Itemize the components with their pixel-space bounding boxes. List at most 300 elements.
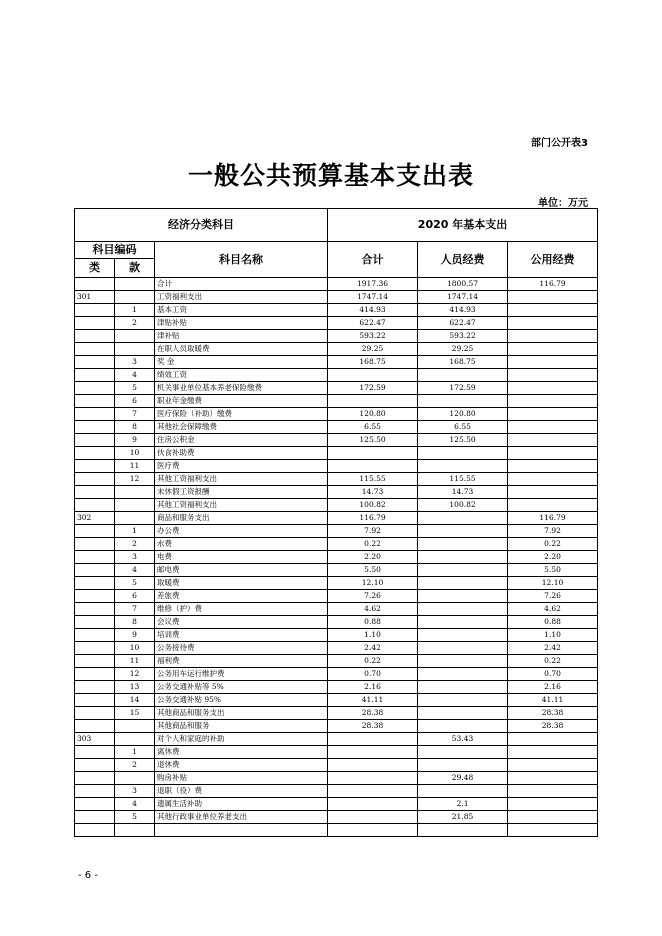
cell-public (508, 434, 598, 447)
table-row (75, 356, 598, 369)
cell-total: 1917.36 (328, 278, 418, 291)
cell-public (508, 460, 598, 473)
cell-public (508, 330, 598, 343)
cell-public (508, 304, 598, 317)
cell-name: 未休假工资报酬 (155, 486, 328, 499)
table-row (75, 603, 598, 616)
cell-total (328, 369, 418, 382)
cell-total: 29.25 (328, 343, 418, 356)
cell-lei (75, 616, 115, 629)
cell-public (508, 733, 598, 746)
cell-public (508, 746, 598, 759)
cell-lei (75, 785, 115, 798)
cell-personnel: 2.1 (418, 798, 508, 811)
cell-total: 14.73 (328, 486, 418, 499)
cell-name: 水费 (155, 538, 328, 551)
cell-lei (75, 421, 115, 434)
cell-kuan: 14 (115, 694, 155, 707)
header-code: 科目编码 (75, 242, 155, 259)
cell-kuan: 1 (115, 525, 155, 538)
table-row (75, 655, 598, 668)
cell-lei (75, 577, 115, 590)
table-row (75, 525, 598, 538)
cell-lei (75, 304, 115, 317)
table-row (75, 512, 598, 525)
cell-public: 0.70 (508, 668, 598, 681)
cell-personnel: 53.43 (418, 733, 508, 746)
cell-lei (75, 538, 115, 551)
cell-personnel (418, 551, 508, 564)
cell-name: 其他社会保障缴费 (155, 421, 328, 434)
cell-public (508, 785, 598, 798)
cell-public: 41.11 (508, 694, 598, 707)
cell-lei (75, 278, 115, 291)
table-row (75, 629, 598, 642)
cell-lei (75, 772, 115, 785)
header-lei: 类 (75, 259, 115, 278)
cell-personnel (418, 668, 508, 681)
table-row (75, 785, 598, 798)
cell-personnel (418, 824, 508, 837)
cell-total: 0.88 (328, 616, 418, 629)
cell-name: 公务交通补贴等 5% (155, 681, 328, 694)
cell-public: 116.79 (508, 278, 598, 291)
table-row (75, 434, 598, 447)
cell-public (508, 759, 598, 772)
cell-total (328, 395, 418, 408)
cell-lei (75, 655, 115, 668)
table-row (75, 395, 598, 408)
cell-public: 0.22 (508, 655, 598, 668)
cell-total (328, 759, 418, 772)
cell-name: 退休费 (155, 759, 328, 772)
cell-name: 办公费 (155, 525, 328, 538)
table-row (75, 499, 598, 512)
cell-name: 奖 金 (155, 356, 328, 369)
table-row (75, 642, 598, 655)
cell-kuan: 6 (115, 395, 155, 408)
cell-name: 其他工资福利支出 (155, 473, 328, 486)
cell-public (508, 499, 598, 512)
cell-public (508, 772, 598, 785)
table-row (75, 707, 598, 720)
cell-total: 2.42 (328, 642, 418, 655)
cell-total (328, 460, 418, 473)
cell-personnel (418, 694, 508, 707)
cell-public (508, 382, 598, 395)
table-row (75, 694, 598, 707)
cell-personnel (418, 538, 508, 551)
cell-name: 医疗保险（补助）缴费 (155, 408, 328, 421)
table-row (75, 291, 598, 304)
cell-total: 100.82 (328, 499, 418, 512)
cell-personnel: 21.85 (418, 811, 508, 824)
cell-personnel (418, 369, 508, 382)
cell-lei (75, 486, 115, 499)
cell-lei (75, 330, 115, 343)
cell-lei (75, 629, 115, 642)
cell-kuan: 8 (115, 421, 155, 434)
cell-total: 7.26 (328, 590, 418, 603)
cell-personnel (418, 759, 508, 772)
cell-name: 其他行政事业单位养老支出 (155, 811, 328, 824)
cell-kuan (115, 720, 155, 733)
header-public: 公用经费 (508, 242, 598, 278)
cell-public (508, 473, 598, 486)
cell-total (328, 733, 418, 746)
table-tag: 部门公开表3 (531, 138, 588, 149)
cell-public: 12.10 (508, 577, 598, 590)
cell-personnel (418, 512, 508, 525)
table-row (75, 824, 598, 837)
cell-kuan: 3 (115, 785, 155, 798)
table-row (75, 590, 598, 603)
cell-personnel (418, 785, 508, 798)
cell-total: 28.38 (328, 707, 418, 720)
cell-kuan: 12 (115, 668, 155, 681)
cell-name: 对个人和家庭的补助 (155, 733, 328, 746)
cell-name: 维修（护）费 (155, 603, 328, 616)
cell-personnel (418, 564, 508, 577)
cell-kuan (115, 330, 155, 343)
cell-public: 1.10 (508, 629, 598, 642)
table-row (75, 720, 598, 733)
cell-kuan (115, 499, 155, 512)
table-row (75, 811, 598, 824)
cell-lei (75, 759, 115, 772)
cell-lei (75, 434, 115, 447)
cell-lei (75, 681, 115, 694)
cell-lei (75, 317, 115, 330)
cell-public: 0.88 (508, 616, 598, 629)
header-personnel: 人员经费 (418, 242, 508, 278)
cell-total: 2.20 (328, 551, 418, 564)
table-row (75, 668, 598, 681)
cell-name: 其他工资福利支出 (155, 499, 328, 512)
table-row (75, 447, 598, 460)
cell-lei (75, 564, 115, 577)
cell-name: 合计 (155, 278, 328, 291)
cell-lei (75, 382, 115, 395)
cell-public (508, 317, 598, 330)
cell-kuan: 9 (115, 434, 155, 447)
cell-total: 5.50 (328, 564, 418, 577)
cell-name: 基本工资 (155, 304, 328, 317)
header-name: 科目名称 (155, 242, 328, 278)
cell-personnel (418, 707, 508, 720)
cell-personnel: 14.73 (418, 486, 508, 499)
cell-personnel (418, 460, 508, 473)
cell-total: 41.11 (328, 694, 418, 707)
cell-lei (75, 369, 115, 382)
table-row (75, 421, 598, 434)
cell-total: 12.10 (328, 577, 418, 590)
cell-public (508, 291, 598, 304)
table-row (75, 382, 598, 395)
cell-total (328, 824, 418, 837)
cell-total: 6.55 (328, 421, 418, 434)
cell-total: 414.93 (328, 304, 418, 317)
table-row (75, 343, 598, 356)
cell-personnel: 1800.57 (418, 278, 508, 291)
cell-total (328, 746, 418, 759)
budget-table (74, 208, 598, 837)
cell-name: 职业年金缴费 (155, 395, 328, 408)
cell-name: 购房补贴 (155, 772, 328, 785)
cell-name: 在职人员取暖费 (155, 343, 328, 356)
cell-personnel (418, 642, 508, 655)
cell-name: 公务用车运行维护费 (155, 668, 328, 681)
cell-kuan: 2 (115, 317, 155, 330)
cell-name: 其他商品和服务支出 (155, 707, 328, 720)
cell-public (508, 369, 598, 382)
cell-kuan: 3 (115, 356, 155, 369)
cell-lei (75, 499, 115, 512)
table-row (75, 798, 598, 811)
cell-kuan (115, 772, 155, 785)
page-title: 一般公共预算基本支出表 (187, 161, 474, 190)
header-total: 合计 (328, 242, 418, 278)
table-row (75, 551, 598, 564)
cell-lei (75, 642, 115, 655)
cell-kuan: 13 (115, 681, 155, 694)
cell-lei (75, 720, 115, 733)
cell-kuan (115, 824, 155, 837)
cell-personnel: 1747.14 (418, 291, 508, 304)
cell-lei: 303 (75, 733, 115, 746)
cell-public: 7.26 (508, 590, 598, 603)
cell-lei: 302 (75, 512, 115, 525)
cell-kuan: 5 (115, 577, 155, 590)
cell-lei (75, 668, 115, 681)
cell-total: 168.75 (328, 356, 418, 369)
cell-kuan (115, 278, 155, 291)
cell-personnel: 115.55 (418, 473, 508, 486)
cell-kuan: 9 (115, 629, 155, 642)
cell-personnel (418, 720, 508, 733)
cell-public (508, 798, 598, 811)
cell-lei (75, 343, 115, 356)
cell-name: 伙食补助费 (155, 447, 328, 460)
cell-lei (75, 603, 115, 616)
header-row-2 (75, 242, 598, 259)
cell-name: 培训费 (155, 629, 328, 642)
cell-personnel (418, 681, 508, 694)
cell-name (155, 824, 328, 837)
cell-personnel (418, 603, 508, 616)
cell-public (508, 447, 598, 460)
cell-kuan: 4 (115, 564, 155, 577)
cell-kuan (115, 733, 155, 746)
cell-public (508, 356, 598, 369)
cell-kuan (115, 512, 155, 525)
cell-personnel: 168.75 (418, 356, 508, 369)
cell-personnel (418, 746, 508, 759)
cell-total: 172.59 (328, 382, 418, 395)
cell-kuan: 5 (115, 811, 155, 824)
cell-personnel: 120.80 (418, 408, 508, 421)
cell-kuan: 1 (115, 746, 155, 759)
cell-total: 116.79 (328, 512, 418, 525)
cell-public: 28.38 (508, 720, 598, 733)
cell-kuan: 7 (115, 603, 155, 616)
table-row (75, 616, 598, 629)
cell-lei (75, 590, 115, 603)
cell-name: 福利费 (155, 655, 328, 668)
cell-public: 2.20 (508, 551, 598, 564)
cell-total (328, 785, 418, 798)
cell-total: 120.80 (328, 408, 418, 421)
cell-public: 116.79 (508, 512, 598, 525)
table-row (75, 304, 598, 317)
cell-name: 遗属生活补助 (155, 798, 328, 811)
cell-lei (75, 395, 115, 408)
cell-total: 115.55 (328, 473, 418, 486)
cell-kuan: 11 (115, 655, 155, 668)
cell-public: 0.22 (508, 538, 598, 551)
cell-lei: 301 (75, 291, 115, 304)
cell-personnel: 125.50 (418, 434, 508, 447)
cell-personnel (418, 590, 508, 603)
cell-public (508, 421, 598, 434)
cell-lei (75, 811, 115, 824)
cell-kuan (115, 291, 155, 304)
cell-lei (75, 473, 115, 486)
cell-name: 绩效工资 (155, 369, 328, 382)
cell-personnel: 414.93 (418, 304, 508, 317)
header-kuan: 款 (115, 259, 155, 278)
cell-public: 28.38 (508, 707, 598, 720)
cell-lei (75, 460, 115, 473)
cell-name: 住房公积金 (155, 434, 328, 447)
cell-total (328, 772, 418, 785)
cell-total: 125.50 (328, 434, 418, 447)
cell-kuan (115, 343, 155, 356)
cell-kuan: 2 (115, 759, 155, 772)
cell-total: 4.62 (328, 603, 418, 616)
header-econ: 经济分类科目 (75, 209, 328, 242)
cell-kuan: 15 (115, 707, 155, 720)
cell-name: 电费 (155, 551, 328, 564)
table-row (75, 330, 598, 343)
cell-kuan: 7 (115, 408, 155, 421)
table-row (75, 473, 598, 486)
cell-name: 医疗费 (155, 460, 328, 473)
cell-personnel: 29.48 (418, 772, 508, 785)
cell-total: 28.38 (328, 720, 418, 733)
table-row (75, 486, 598, 499)
cell-total: 0.22 (328, 655, 418, 668)
cell-name: 津贴补贴 (155, 317, 328, 330)
cell-kuan: 8 (115, 616, 155, 629)
table-row (75, 564, 598, 577)
cell-personnel (418, 447, 508, 460)
cell-name: 其他商品和服务 (155, 720, 328, 733)
cell-lei (75, 447, 115, 460)
cell-public (508, 811, 598, 824)
cell-name: 取暖费 (155, 577, 328, 590)
cell-total: 2.16 (328, 681, 418, 694)
cell-lei (75, 798, 115, 811)
cell-lei (75, 408, 115, 421)
cell-public: 5.50 (508, 564, 598, 577)
cell-total: 1.10 (328, 629, 418, 642)
cell-name: 会议费 (155, 616, 328, 629)
cell-public: 4.62 (508, 603, 598, 616)
table-row (75, 538, 598, 551)
table-row (75, 460, 598, 473)
cell-total: 1747.14 (328, 291, 418, 304)
unit-label: 单位：万元 (538, 198, 588, 209)
cell-lei (75, 824, 115, 837)
cell-name: 邮电费 (155, 564, 328, 577)
cell-lei (75, 525, 115, 538)
table-row (75, 369, 598, 382)
cell-total: 0.70 (328, 668, 418, 681)
cell-total (328, 798, 418, 811)
table-row (75, 577, 598, 590)
cell-personnel (418, 616, 508, 629)
cell-total: 622.47 (328, 317, 418, 330)
cell-name: 机关事业单位基本养老保险缴费 (155, 382, 328, 395)
cell-name: 差旅费 (155, 590, 328, 603)
cell-lei (75, 746, 115, 759)
table-row (75, 733, 598, 746)
cell-kuan: 10 (115, 447, 155, 460)
table-row (75, 278, 598, 291)
cell-personnel (418, 525, 508, 538)
table-row (75, 746, 598, 759)
cell-name: 公务交通补贴 95% (155, 694, 328, 707)
cell-public: 2.16 (508, 681, 598, 694)
cell-kuan: 3 (115, 551, 155, 564)
header-row-1 (75, 209, 598, 242)
cell-public (508, 824, 598, 837)
cell-lei (75, 707, 115, 720)
cell-kuan: 2 (115, 538, 155, 551)
cell-personnel: 593.22 (418, 330, 508, 343)
cell-personnel: 172.59 (418, 382, 508, 395)
cell-kuan: 1 (115, 304, 155, 317)
table-row (75, 681, 598, 694)
cell-public (508, 343, 598, 356)
cell-kuan: 12 (115, 473, 155, 486)
page-number: - 6 - (78, 870, 98, 881)
cell-name: 工资福利支出 (155, 291, 328, 304)
cell-kuan: 10 (115, 642, 155, 655)
cell-name: 津补贴 (155, 330, 328, 343)
cell-total (328, 447, 418, 460)
cell-personnel: 29.25 (418, 343, 508, 356)
cell-personnel (418, 395, 508, 408)
table-row (75, 772, 598, 785)
cell-personnel (418, 629, 508, 642)
cell-name: 退职（役）费 (155, 785, 328, 798)
cell-kuan: 4 (115, 798, 155, 811)
cell-personnel (418, 577, 508, 590)
cell-public (508, 395, 598, 408)
cell-kuan: 11 (115, 460, 155, 473)
table-row (75, 759, 598, 772)
cell-kuan: 6 (115, 590, 155, 603)
cell-personnel: 622.47 (418, 317, 508, 330)
cell-name: 商品和服务支出 (155, 512, 328, 525)
cell-lei (75, 551, 115, 564)
table-row (75, 408, 598, 421)
cell-kuan (115, 486, 155, 499)
cell-name: 公务接待费 (155, 642, 328, 655)
cell-public (508, 408, 598, 421)
